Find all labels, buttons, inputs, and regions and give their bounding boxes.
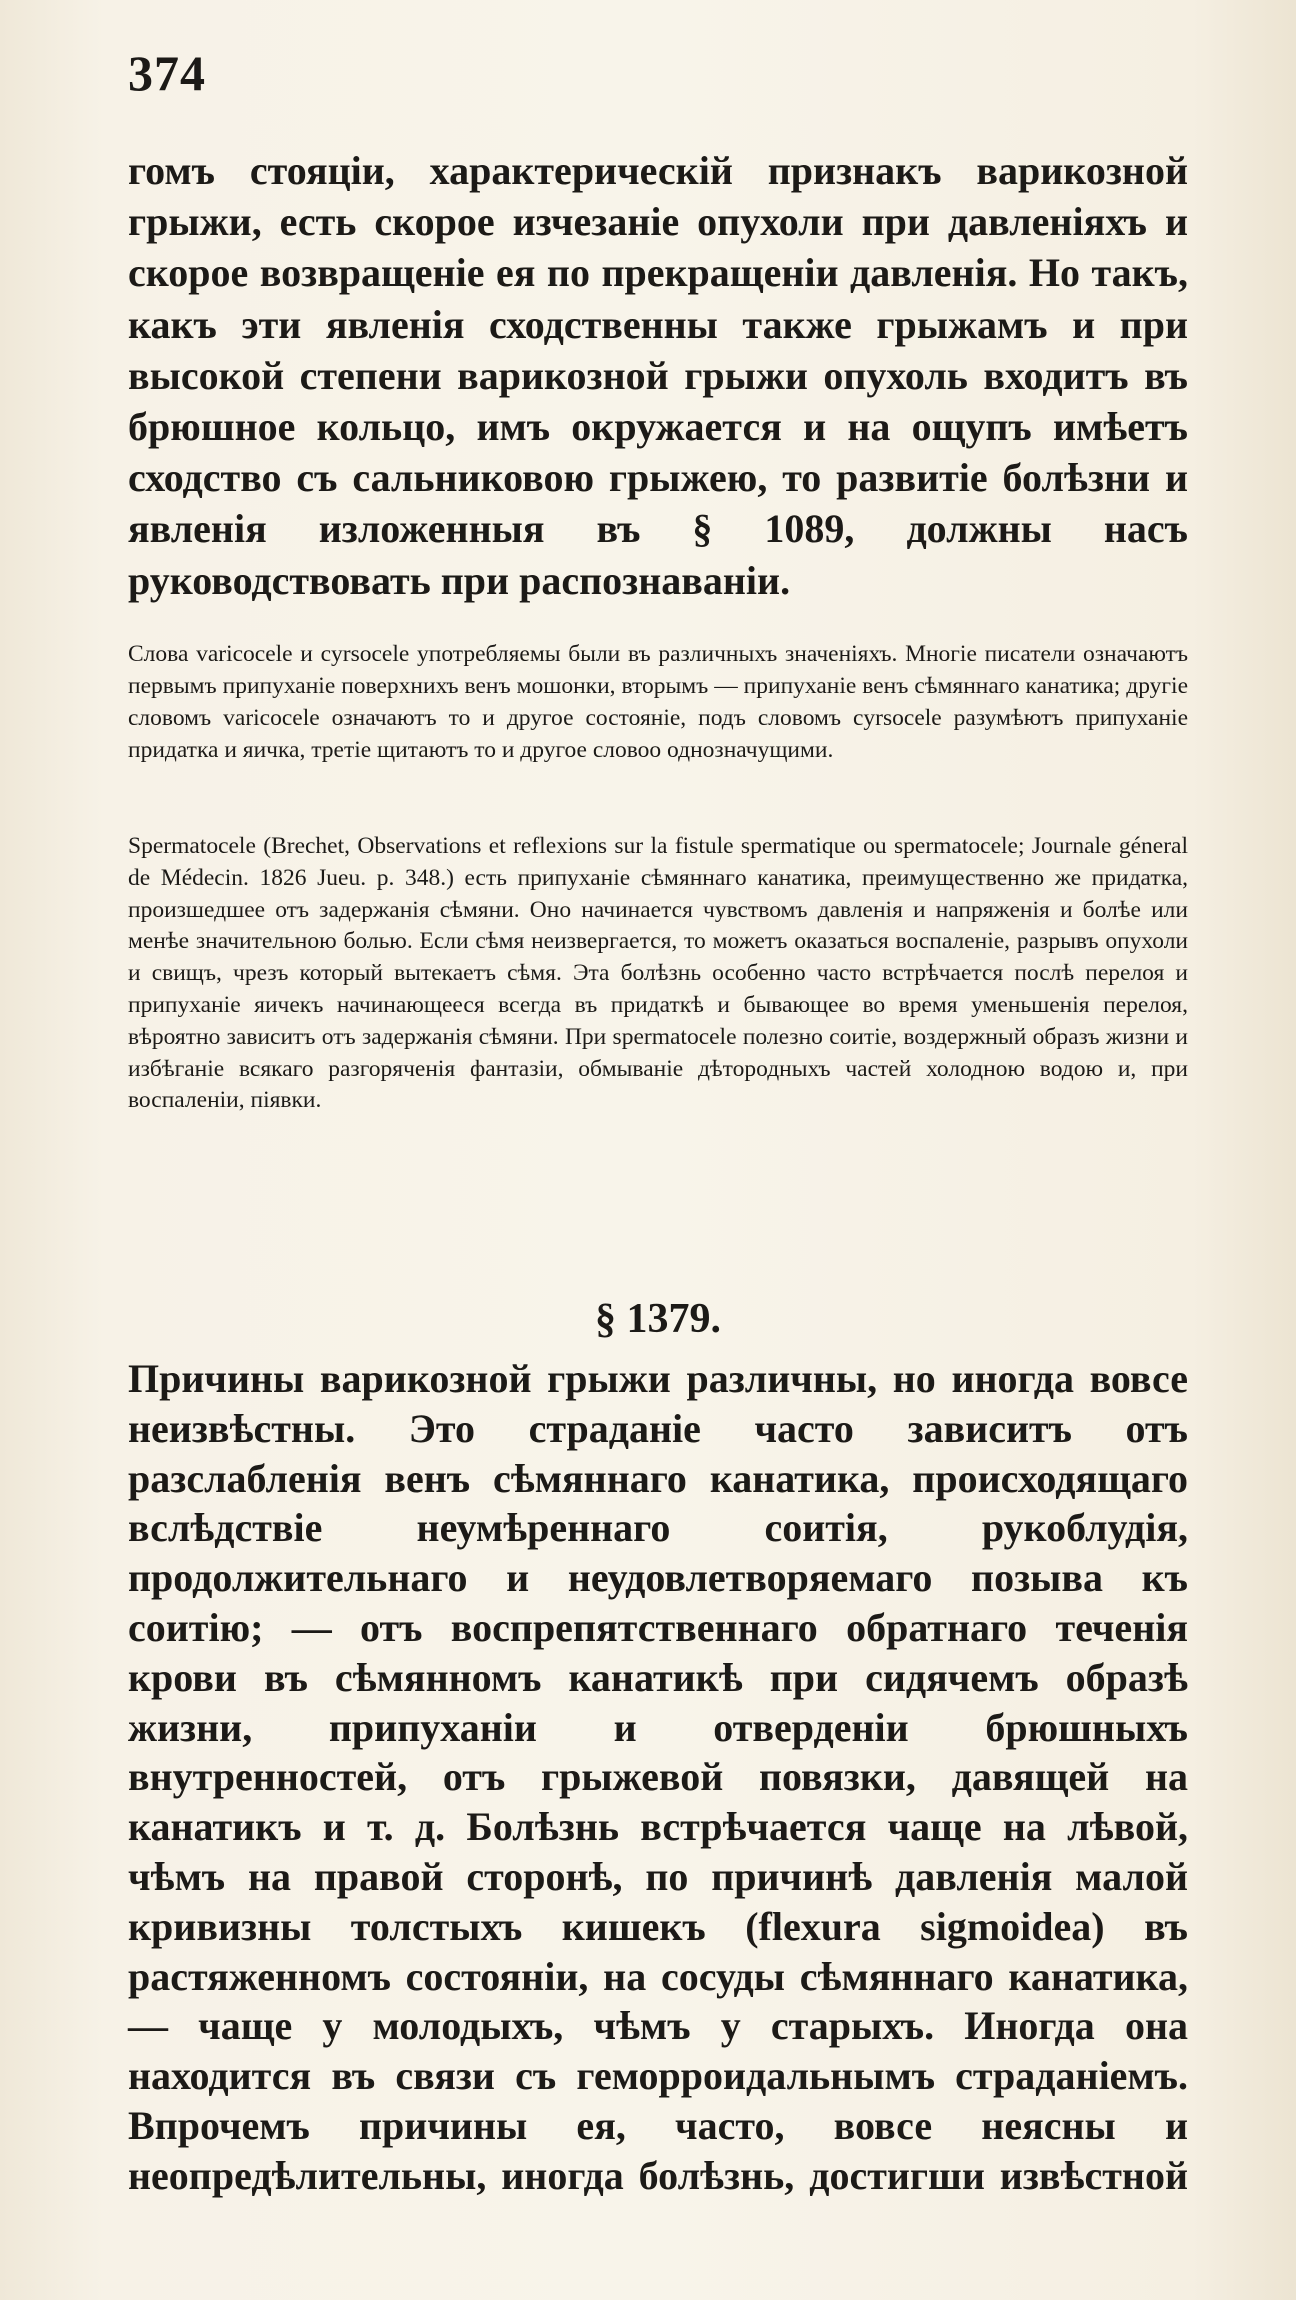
section-heading: § 1379. (595, 1296, 721, 1342)
page-number: 374 (128, 45, 206, 101)
footnote-varicocele-terminology: Слова varicocele и cyrsocele употребляемы были въ различныхъ значеніяхъ. Многіе писатели означаютъ первымъ припуханіе поверхнихъ венъ мошонки, вторымъ — припуханіе венъ сѣмяннаго канатика; другіе словомъ varicocele означаютъ то и другое состояніе, подъ словомъ cyrsocele разумѣютъ припуханіе придатка и яичка, третіе щитаютъ то и другое словоо однозначущими. (128, 641, 1188, 763)
main-paragraph-continuation: гомъ стояціи, характерическій признакъ варикозной грыжи, есть скорое изчезаніе опухоли при давленіяхъ и скорое возвращеніе ея по прекращеніи давленія. Но такъ, какъ эти явленія сходственны также грыжамъ и при высокой степени варикозной грыжи опухоль входитъ въ брюшное кольцо, имъ окружается и на ощупъ имѣетъ сходство съ сальниковою грыжею, то развитіе болѣзни и явленія изложенныя въ § 1089, должны насъ руководствовать при распознаваніи. (128, 148, 1188, 603)
main-paragraph-causes: Причины варикозной грыжи различны, но иногда вовсе неизвѣстны. Это страданіе часто зависитъ отъ разслабленія венъ сѣмяннаго канатика, происходящаго вслѣдствіе неумѣреннаго соитія, рукоблудія, продолжительнаго и неудовлетворяемаго позыва къ соитію; — отъ воспрепятственнаго обратнаго теченія крови въ сѣмянномъ канатикѣ при сидячемъ образѣ жизни, припуханіи и отверденіи брюшныхъ внутренностей, отъ грыжевой повязки, давящей на канатикъ и т. д. Болѣзнь встрѣчается чаще на лѣвой, чѣмъ на правой сторонѣ, по причинѣ давленія малой кривизны толстыхъ кишекъ (flexura sigmoidea) въ растяженномъ состояніи, на сосуды сѣмяннаго канатика, — чаще у молодыхъ, чѣмъ у старыхъ. Иногда она находится въ связи съ геморроидальнымъ страданіемъ. Впрочемъ причины ея, часто, вовсе неясны и неопредѣлительны, иногда болѣзнь, достигши извѣстной (128, 1356, 1188, 2198)
footnote-spermatocele: Spermatocele (Brechet, Observations et reflexions sur la fistule spermatique ou spermatocele; Journale géneral de Médecin. 1826 Jueu. p. 348.) есть припуханіе сѣмяннагo канатика, преимущественно же придатка, произшедшее отъ задержанія сѣмяни. Оно начинается чувствомъ давленія и напряженія и болѣе или менѣе значительною болью. Если сѣмя неизвергается, то можетъ оказаться воспаленіе, разрывъ опухоли и свищъ, чрезъ который вытекаетъ сѣмя. Эта болѣзнь особенно часто встрѣчается послѣ перелоя и припуханіе яичекъ начинающееся всегда въ придаткѣ и бывающее во время уменьшенія перелоя, вѣроятно зависитъ отъ задержанія сѣмяни. При spermatocele полезно соитіе, воздержный образъ жизни и избѣганіе всякаго разгоряченія фантазіи, обмываніе дѣтородныхъ частей холодною водою и, при воспаленіи, піявки. (128, 833, 1188, 1114)
